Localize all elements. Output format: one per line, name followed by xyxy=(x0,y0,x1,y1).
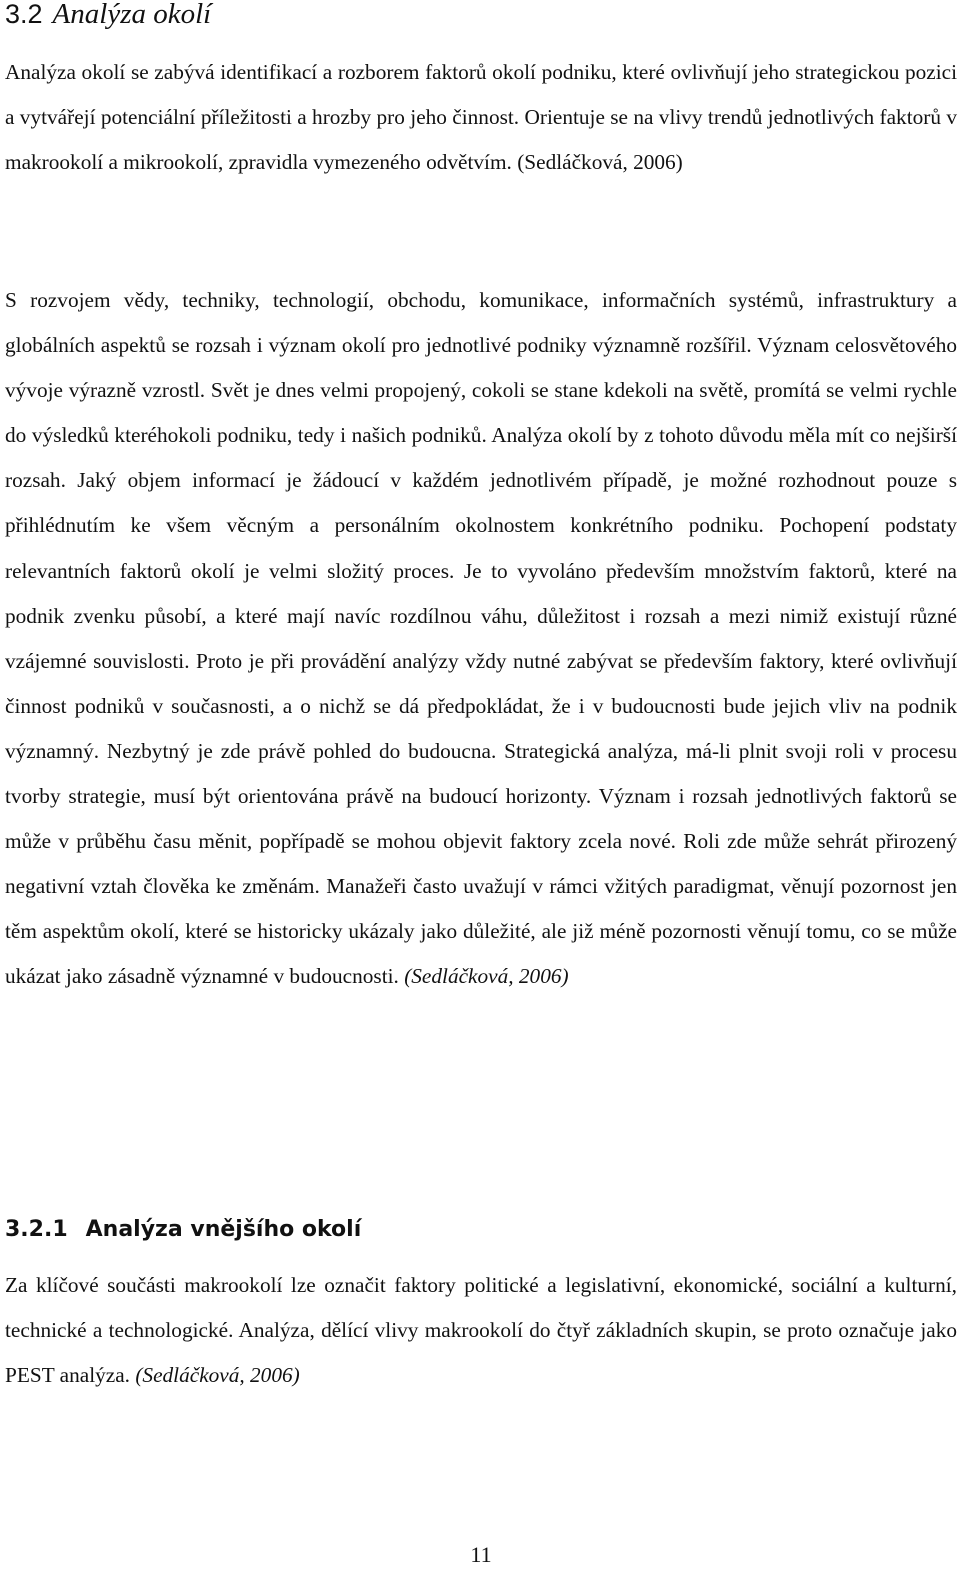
section-title: Analýza okolí xyxy=(52,0,212,30)
paragraph-pest xyxy=(5,1263,957,1398)
paragraph-intro-citation: (Sedláčková, 2006) xyxy=(517,150,683,175)
subsection-title: Analýza vnějšího okolí xyxy=(85,1217,362,1242)
page-number: 11 xyxy=(470,1542,492,1567)
section-number: 3.2 xyxy=(5,0,43,29)
paragraph-body-citation: (Sedláčková, 2006) xyxy=(404,964,569,989)
paragraph-pest-citation: (Sedláčková, 2006) xyxy=(135,1363,300,1388)
paragraph-intro-text: Analýza okolí se zabývá identifikací a rozborem faktorů okolí podniku, které ovlivňují jeho strategickou pozici a vytvářejí potenciální příležitosti a hrozby pro jeho činnost. Orientuje se na vlivy trendů jednotlivých faktorů v makrookolí a mikrookolí, zpravidla vymezeného odvětvím. xyxy=(5,60,957,175)
paragraph-body xyxy=(5,278,957,1000)
subsection-number: 3.2.1 xyxy=(5,1217,68,1242)
paragraph-body-text: S rozvojem vědy, techniky, technologií, obchodu, komunikace, informačních systémů, infrastruktury a globálních aspektů se rozsah i význam okolí pro jednotlivé podniky významně rozšířil. Význam celosvětového vývoje výrazně vzrostl. Svět je dnes velmi propojený, cokoli se stane kdekoli na světě, promítá se velmi rychle do výsledků kteréhokoli podniku, tedy i našich podniků. Analýza okolí by z tohoto důvodu měla mít co nejširší rozsah. Jaký objem informací je žádoucí v každém jednotlivém případě, je možné rozhodnout pouze s přihlédnutím ke všem věcným a personálním okolnostem konkrétního podniku. Pochopení podstaty relevantních faktorů okolí je velmi složitý proces. Je to vyvoláno především množstvím faktorů, které na podnik zvenku působí, a které mají navíc rozdílnou váhu, důležitost i rozsah a mezi nimiž existují různé vzájemné souvislosti. Proto je při provádění analýzy vždy nutné zabývat se především faktory, které ovlivňují činnost podniků v současnosti, a o nichž se dá předpokládat, že i v budoucnosti bude jejich vliv na podnik významný. Nezbytný je zde právě pohled do budoucna. Strategická analýza, má-li plnit svoji roli v procesu tvorby strategie, musí být orientována právě na budoucí horizonty. Význam i rozsah jednotlivých faktorů se může v průběhu času měnit, popřípadě se mohou objevit faktory zcela nové. Roli zde může sehrát přirozený negativní vztah člověka ke změnám. Manažeři často uvažují v rámci vžitých paradigmat, věnují pozornost jen těm aspektům okolí, které se historicky ukázaly jako důležité, ale již méně pozornosti věnují tomu, co se může ukázat jako zásadně významné v budoucnosti. xyxy=(5,288,957,989)
subsection-heading xyxy=(5,1210,361,1250)
section-heading xyxy=(5,0,211,32)
paragraph-intro xyxy=(5,50,957,185)
paragraph-pest-text: Za klíčové součásti makrookolí lze označit faktory politické a legislativní, ekonomické, sociální a kulturní, technické a technologické. Analýza, dělící vlivy makrookolí do čtyř základních skupin, se proto označuje jako PEST analýza. xyxy=(5,1273,957,1388)
